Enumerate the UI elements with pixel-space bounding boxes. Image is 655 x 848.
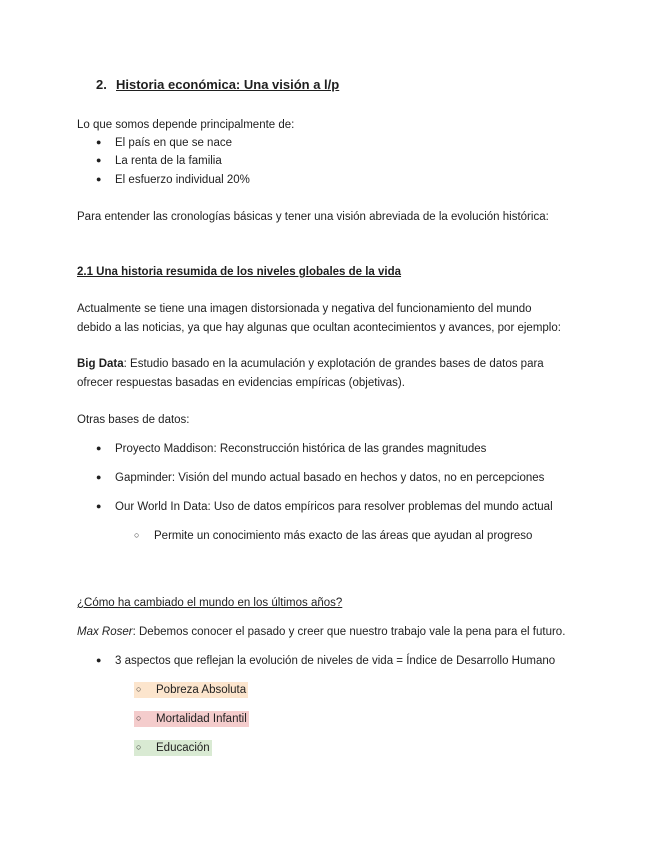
bigdata-line <box>77 358 544 370</box>
otras-lead: Otras bases de datos: <box>77 414 190 426</box>
bullet-icon: ● <box>96 155 102 165</box>
database-text: Our World In Data: Uso de datos empíricos para resolver problemas del mundo actual <box>115 501 553 513</box>
sub-bullet-icon: ○ <box>136 713 142 723</box>
aspect-text: Educación <box>156 742 210 754</box>
intro-bullet <box>96 155 222 167</box>
question-bullet <box>96 655 555 667</box>
bigdata-term: Big Data <box>77 358 124 370</box>
aspect-item <box>134 742 212 754</box>
quote-author: Max Roser <box>77 626 133 638</box>
paragraph-line: Actualmente se tiene una imagen distorsionada y negativa del funcionamiento del mundo <box>77 303 532 315</box>
aspect-item <box>134 713 249 725</box>
database-text: Proyecto Maddison: Reconstrucción histórica de las grandes magnitudes <box>115 443 487 455</box>
aspect-text: Mortalidad Infantil <box>156 713 247 725</box>
intro-lead: Lo que somos depende principalmente de: <box>77 119 295 131</box>
bigdata-definition: : Estudio basado en la acumulación y explotación de grandes bases de datos para <box>123 358 544 370</box>
quote-text: : Debemos conocer el pasado y creer que nuestro trabajo vale la pena para el futuro. <box>132 626 566 638</box>
bullet-icon: ● <box>96 501 102 511</box>
subsection-heading: 2.1 Una historia resumida de los niveles globales de la vida <box>77 266 402 278</box>
intro-bullet <box>96 137 232 149</box>
section-heading <box>96 77 339 92</box>
question-bullet-text: 3 aspectos que reflejan la evolución de niveles de vida = Índice de Desarrollo Humano <box>115 655 556 667</box>
sub-bullet-icon: ○ <box>136 742 142 752</box>
bullet-icon: ● <box>96 137 102 147</box>
highlight-red <box>134 711 249 727</box>
sub-bullet-icon: ○ <box>134 530 140 540</box>
database-item <box>96 443 486 455</box>
question-heading: ¿Cómo ha cambiado el mundo en los últimos años? <box>77 597 343 609</box>
intro-bullet-text: El esfuerzo individual 20% <box>115 174 250 186</box>
database-item <box>96 472 544 484</box>
paragraph-line: ofrecer respuestas basadas en evidencias empíricas (objetivas). <box>77 377 405 389</box>
section-number: 2. <box>96 77 107 92</box>
intro-bullet-text: La renta de la familia <box>115 155 222 167</box>
sub-bullet-icon: ○ <box>136 684 142 694</box>
database-subitem-text: Permite un conocimiento más exacto de las áreas que ayudan al progreso <box>154 530 533 542</box>
bullet-icon: ● <box>96 174 102 184</box>
section-title: Historia económica: Una visión a l/p <box>116 77 340 92</box>
database-subitem <box>134 530 532 542</box>
bullet-icon: ● <box>96 472 102 482</box>
database-item <box>96 501 553 513</box>
quote-line <box>77 626 565 638</box>
intro-bullet-text: El país en que se nace <box>115 137 232 149</box>
bullet-icon: ● <box>96 443 102 453</box>
aspect-text: Pobreza Absoluta <box>156 684 247 696</box>
paragraph-line: debido a las noticias, ya que hay algunas que ocultan acontecimientos y avances, por ejemplo: <box>77 322 561 334</box>
database-text: Gapminder: Visión del mundo actual basado en hechos y datos, no en percepciones <box>115 472 545 484</box>
intro-bullet <box>96 174 250 186</box>
aspect-item <box>134 684 248 696</box>
highlight-orange <box>134 682 248 698</box>
highlight-green <box>134 740 212 756</box>
intro-closing: Para entender las cronologías básicas y tener una visión abreviada de la evolución histórica: <box>77 211 549 223</box>
bullet-icon: ● <box>96 655 102 665</box>
